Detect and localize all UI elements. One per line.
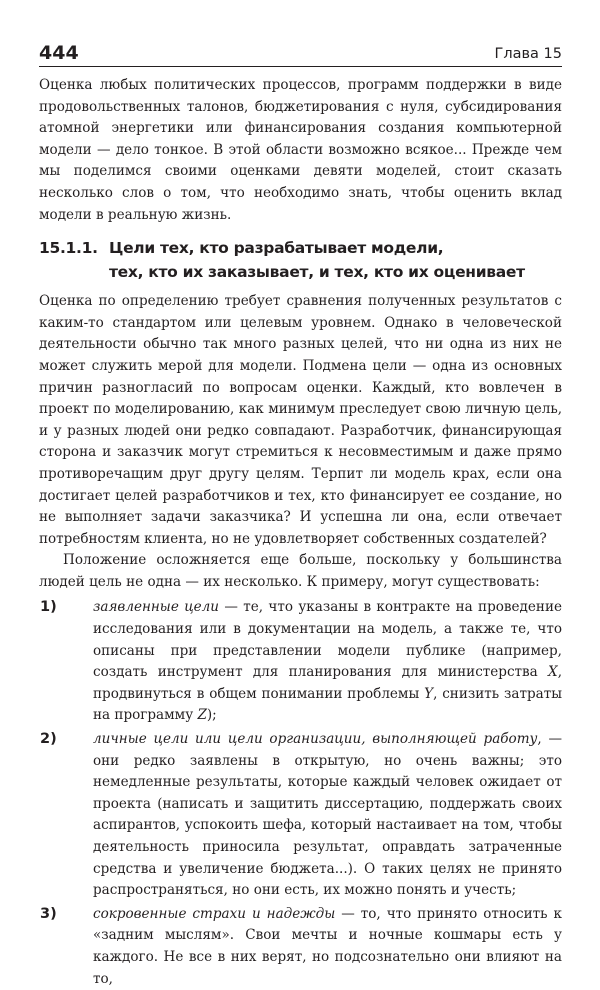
goals-list xyxy=(39,597,562,990)
list-marker-1: 1) xyxy=(40,599,57,616)
list-item-1-part-2: , продвинуться в общем понимании проблемы xyxy=(93,664,562,702)
list-item-1-part-3: , снизить затраты на программу xyxy=(93,685,562,724)
chapter-label: Глава 15 xyxy=(494,46,562,62)
variable-z: Z xyxy=(197,707,207,724)
section-title xyxy=(109,236,562,284)
list-item-1-part-1: — те, что указаны в контракте на проведение исследования или в документации на модель, а также те, что описаны при представлении модели публике (например, создать инструмент для планирования для министерства xyxy=(93,599,562,681)
variable-x: X xyxy=(548,664,558,681)
list-item-2-term: личные цели или цели организации, выполняющей работу xyxy=(93,731,538,748)
list-item-2-body: , — они редко заявлены в открытую, но очень важны; это немедленные результаты, которые каждый человек ожидает от проекта (написать и защитить диссертацию, поддержать своих аспирантов, успокоить шефа, который настаивает на том, чтобы деятельность приносила результат, оправдать затраченные средства и увеличение бюджета...). О таких целях не принято распространяться, но они есть, их можно понять и учесть; xyxy=(93,731,562,899)
section-heading xyxy=(39,236,562,284)
list-item-1-part-4: ); xyxy=(206,707,217,724)
list-item-3-text xyxy=(93,904,562,990)
list-item-3 xyxy=(39,904,562,990)
section-title-line-1: Цели тех, кто разрабатывает модели, xyxy=(109,239,444,258)
list-item-2-text xyxy=(93,729,562,902)
list-item-2 xyxy=(39,729,562,902)
list-item-3-body: — то, что принято относить к «задним мыслям». Свои мечты и ночные кошмары есть у каждого. Не все в них верят, но подсознательно они влияют на то, xyxy=(93,905,562,987)
page-number: 444 xyxy=(39,42,79,64)
running-header xyxy=(39,40,562,67)
intro-paragraph: Оценка любых политических процессов, программ поддержки в виде продовольственных талонов, бюджетирования с нуля, субсидирования атомной энергетики или финансирования создания компьютерной модели — дело тонкое. В этой области возможно всякое... Прежде чем мы поделимся своими оценками девяти моделей, стоит сказать несколько слов о том, что необходимо знать, чтобы оценить вклад модели в реальную жизнь. xyxy=(39,77,562,223)
body-paragraph-1: Оценка по определению требует сравнения полученных результатов с каким-то стандартом или целевым уровнем. Однако в человеческой деятельности обычно так много разных целей, что ни одна из них не может служить мерой для модели. Подмена цели — одна из основных причин разногласий по вопросам оценки. Каждый, кто вовлечен в проект по моделированию, как минимум преследует свою личную цель, и у разных людей они редко совпадают. Разработчик, финансирующая сторона и заказчик могут стремиться к несовместимым и даже прямо противоречащим друг другу целям. Терпит ли модель крах, если она достигает целей разработчиков и тех, кто финансирует ее создание, но не выполняет задачи заказчика? И успешна ли она, если отвечает потребностям клиента, но не удовлетворяет собственных создателей? xyxy=(39,293,562,547)
section-title-line-2: тех, кто их заказывает, и тех, кто их оценивает xyxy=(109,263,525,282)
list-item-1-term: заявленные цели xyxy=(93,599,220,616)
list-marker-2: 2) xyxy=(40,731,57,748)
section-number: 15.1.1. xyxy=(39,239,98,258)
variable-y: Y xyxy=(424,685,434,702)
list-item-1 xyxy=(39,597,562,727)
list-item-1-text xyxy=(93,597,562,727)
list-item-3-term: сокровенные страхи и надежды xyxy=(93,905,336,922)
list-marker-3: 3) xyxy=(40,905,57,922)
body-paragraph-2: Положение осложняется еще больше, поскольку у большинства людей цель не одна — их несколько. К примеру, могут существовать: xyxy=(39,552,562,590)
